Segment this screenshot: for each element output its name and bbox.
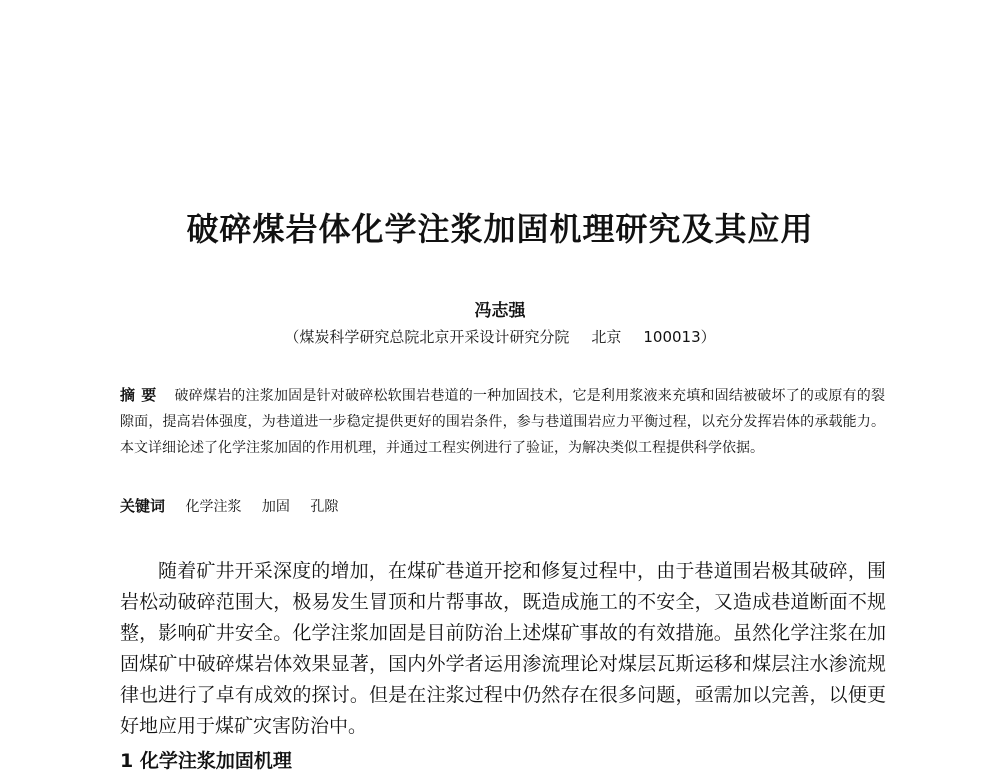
affiliation-close-paren: ） [700, 328, 716, 346]
keywords-label: 关键词 [120, 497, 166, 515]
affiliation-name: 煤炭科学研究总院北京开采设计研究分院 [299, 328, 570, 346]
body-paragraph: 随着矿井开采深度的增加，在煤矿巷道开挖和修复过程中，由于巷道围岩极其破碎，围岩松动破碎范围大，极易发生冒顶和片帮事故，既造成施工的不安全，又造成巷道断面不规整，影响矿井安全。化学注浆加固是目前防治上述煤矿事故的有效措施。虽然化学注浆在加固煤矿中破碎煤岩体效果显著，国内外学者运用渗流理论对煤层瓦斯运移和煤层注水渗流规律也进行了卓有成效的探讨。但是在注浆过程中仍然存在很多问题，亟需加以完善，以便更好地应用于煤矿灾害防治中。 [120, 560, 886, 737]
affiliation-postcode: 100013 [643, 328, 701, 346]
affiliation [0, 326, 1000, 347]
affiliation-open-paren: （ [284, 328, 300, 346]
keywords [120, 495, 885, 516]
abstract-text: 破碎煤岩的注浆加固是针对破碎松软围岩巷道的一种加固技术，它是利用浆液来充填和固结被破坏了的或原有的裂隙面，提高岩体强度，为巷道进一步稳定提供更好的围岩条件，参与巷道围岩应力平衡过程，以充分发挥岩体的承载能力。本文详细论述了化学注浆加固的作用机理，并通过工程实例进行了验证，为解决类似工程提供科学依据。 [120, 388, 885, 456]
affiliation-city: 北京 [591, 328, 622, 346]
abstract-label: 摘要 [120, 386, 163, 404]
keyword-item: 化学注浆 [185, 499, 242, 515]
paper-title: 破碎煤岩体化学注浆加固机理研究及其应用 [186, 210, 814, 248]
keyword-item: 孔隙 [310, 499, 339, 515]
keyword-item: 加固 [261, 499, 290, 515]
abstract [120, 382, 885, 461]
section-heading-cut-off: 1 化学注浆加固机理 [120, 750, 292, 772]
author-name: 冯志强 [474, 301, 526, 321]
